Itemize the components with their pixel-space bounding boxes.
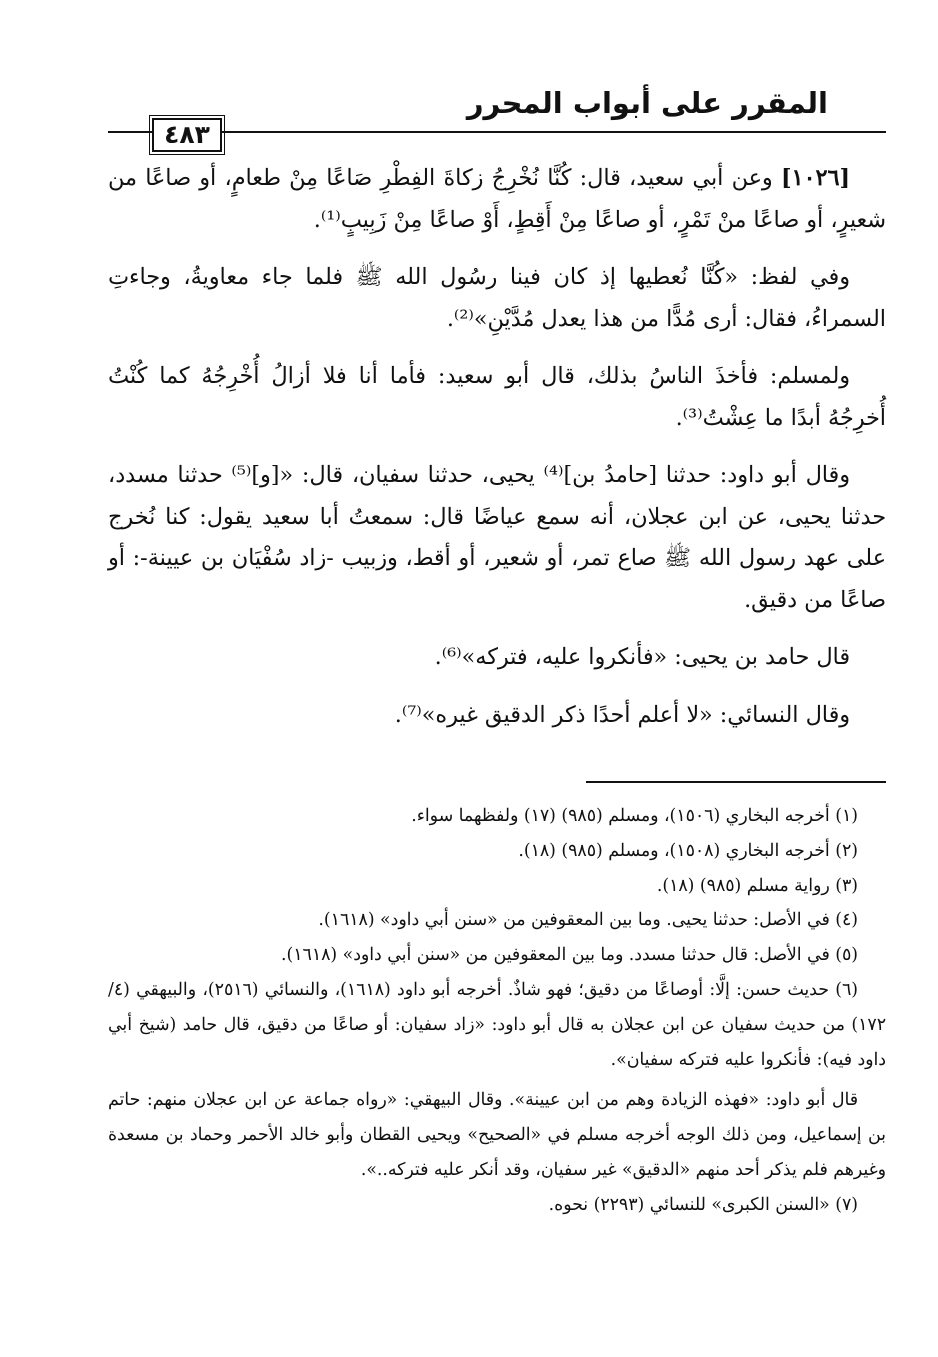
main-text [108, 158, 886, 736]
footnote-2: (٢) أخرجه البخاري (١٥٠٨)، ومسلم (٩٨٥) (١٨). [518, 840, 858, 861]
page-number: ٤٨٣ [152, 118, 222, 152]
footnote-1: (١) أخرجه البخاري (١٥٠٦)، ومسلم (٩٨٥) (١٧) ولفظهما سواء. [411, 806, 858, 826]
abu-dawud-paragraph: وقال أبو داود: حدثنا [حامدُ بن]⁽⁴⁾ يحيى، حدثنا سفيان، قال: «[و]⁽⁵⁾ حدثنا مسدد، حدثنا يحيى، عن ابن عجلان، أنه سمع عياضًا قال: سمعتُ أبا سعيد يقول: كنا نُخرج على عهد رسول الله ﷺ صاع تمر، أو شعير، أو أقط، وزبيب -زاد سُفْيَان بن عيينة-: أو صاعًا من دقيق. [108, 462, 886, 613]
footnote-7: (٧) «السنن الكبرى» للنسائي (٢٢٩٣) نحوه. [548, 1194, 858, 1215]
variant-paragraph: وفي لفظ: «كُنَّا نُعطيها إذ كان فينا رسُول الله ﷺ فلما جاء معاويةُ، وجاءتِ السمراءُ، فقال: أرى مُدًّا من هذا يعدل مُدَّيْنِ»⁽²⁾. [108, 264, 886, 332]
running-title: المقرر على أبواب المحرر [466, 86, 828, 120]
muslim-paragraph: ولمسلم: فأخذَ الناسُ بذلك، قال أبو سعيد: فأما أنا فلا أزالُ أُخْرِجُهُ كما كُنْتُ أُخرِجُهُ أبدًا ما عِشْتُ⁽³⁾. [108, 363, 886, 431]
nasai-paragraph: وقال النسائي: «لا أعلم أحدًا ذكر الدقيق غيره»⁽⁷⁾. [394, 701, 850, 728]
footnote-6: (٦) حديث حسن: إلَّا: أوصاعًا من دقيق؛ فهو شاذٌ. أخرجه أبو داود (١٦١٨)، والنسائي (٢٥١٦)، والبيهقي (٤/ ١٧٢) من حديث سفيان عن ابن عجلان به قال أبو داود: «زاد سفيان: أو صاعًا من دقيق، قال حامد (شيخ أبي داود فيه): فأنكروا عليه فتركه سفيان». [108, 979, 886, 1070]
hamid-paragraph: قال حامد بن يحيى: «فأنكروا عليه، فتركه»⁽⁶⁾. [434, 644, 850, 670]
footnote-3: (٣) رواية مسلم (٩٨٥) (١٨). [656, 875, 858, 896]
hadith-paragraph [108, 158, 886, 241]
footnote-4: (٤) في الأصل: حدثنا يحيى. وما بين المعقوفين من «سنن أبي داود» (١٦١٨). [318, 910, 858, 931]
footnote-separator [586, 781, 886, 783]
footnote-5: (٥) في الأصل: قال حدثنا مسدد. وما بين المعقوفين من «سنن أبي داود» (١٦١٨). [281, 945, 858, 966]
hadith-number: [١٠٢٦] [780, 165, 850, 191]
footnote-6-continuation: قال أبو داود: «فهذه الزيادة وهم من ابن عيينة». وقال البيهقي: «رواه جماعة عن ابن عجلان منهم: حاتم بن إسماعيل، ومن ذلك الوجه أخرجه مسلم في «الصحيح» ويحيى القطان وأبو خالد الأحمر وحماد بن مسعدة وغيرهم فلم يذكر أحد منهم «الدقيق» غير سفيان، وقد أنكر عليه فتركه..». [108, 1090, 886, 1180]
footnotes [108, 799, 886, 1223]
header-rule [108, 131, 886, 133]
hadith-text: وعن أبي سعيد، قال: كُنَّا نُخْرِجُ زكاةَ الفِطْرِ صَاعًا مِنْ طعامٍ، أو صاعًا من شعيرٍ، أو صاعًا منْ تَمْرٍ، أو صاعًا مِنْ أَقِطٍ، أَوْ صاعًا مِنْ زَبِيبٍ⁽¹⁾. [108, 165, 886, 233]
